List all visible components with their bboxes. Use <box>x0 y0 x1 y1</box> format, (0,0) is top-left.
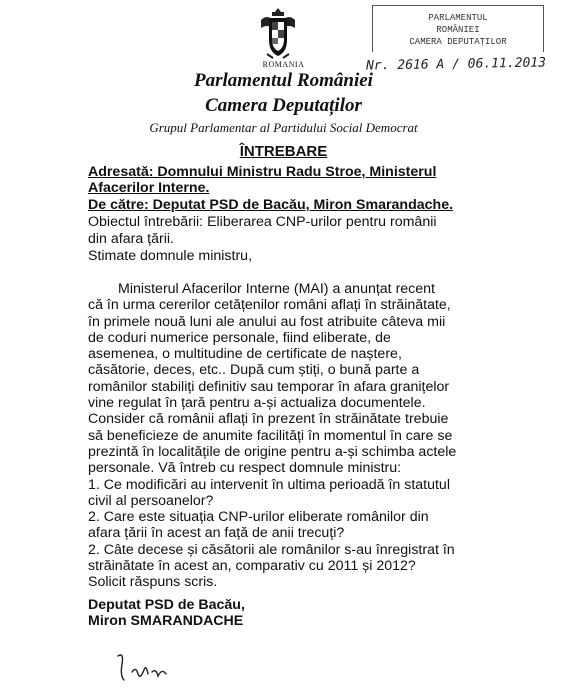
coat-of-arms-icon <box>255 6 301 60</box>
letterhead-chamber: Camera Deputaților <box>205 95 362 116</box>
from-line: De către: Deputat PSD de Bacău, Miron Smarandache. <box>88 197 454 213</box>
body-line: în primele nouă luni ale anului au fost atribuite câteva mii <box>88 313 446 330</box>
addressed-line-2: Afacerilor Interne. <box>88 180 210 196</box>
registration-stamp <box>372 5 544 52</box>
signature-title: Deputat PSD de Bacău, <box>88 597 245 613</box>
body-line: asemenea, o multitudine de certificate de naștere, <box>88 346 402 363</box>
body-paragraph <box>88 281 528 591</box>
question-line: civil al persoanelor? <box>88 492 214 509</box>
addressed-line-1: Adresată: Domnului Ministru Radu Stroe, Ministerul <box>88 164 437 180</box>
body-line: personale. Vă întreb cu respect domnule ministru: <box>88 460 402 477</box>
body-line: românilor stabiliți definitiv sau temporar în afara granițelor <box>88 378 450 395</box>
handwritten-signature-icon <box>110 650 200 686</box>
question-line: 2. Care este situația CNP-urilor eliberate românilor din <box>88 509 429 526</box>
body-line: căsătorie, deces, etc.. După cum știți, o bună parte a <box>88 362 420 379</box>
letterhead-country: ROMANIA <box>262 60 305 69</box>
body-line: vine regulat în țară pentru a-și actualiza documentele. <box>88 395 426 412</box>
body-line: că în urma cererilor cetățenilor români aflați în străinătate, <box>88 297 451 314</box>
letterhead-group: Grupul Parlamentar al Partidului Social Democrat <box>149 120 418 135</box>
closing-line: Solicit răspuns scris. <box>88 574 218 591</box>
body-line: prezintă în localitățile de origine pentru a-și schimba actele <box>88 443 457 460</box>
signature-name: Miron SMARANDACHE <box>88 613 244 629</box>
letterhead-parliament: Parlamentul României <box>194 70 373 91</box>
stamp-line-1: PARLAMENTUL <box>428 13 488 23</box>
question-line: 1. Ce modificări au intervenit în ultima perioadă în statutul <box>88 476 450 493</box>
question-line: 2. Câte decese și căsătorii ale românilor s-au înregistrat în <box>88 541 455 558</box>
body-line: Consider că românii aflați în prezent în străinătate trebuie <box>88 411 449 428</box>
body-line: de coduri numerice personale, fiind eliberate, de <box>88 329 391 346</box>
question-line: străinătate în acest an, comparativ cu 2011 și 2012? <box>88 558 416 575</box>
subject-line-2: din afara țării. <box>88 231 174 247</box>
body-line: să beneficieze de anumite facilități în momentul în care se <box>88 427 453 444</box>
stamp-line-2: ROMÂNIEI <box>436 25 480 35</box>
registration-number: Nr. 2616 A / 06.11.2013 <box>365 55 547 74</box>
question-line: afara țării în acest an față de anii trecuți? <box>88 525 345 542</box>
body-line: Ministerul Afacerilor Interne (MAI) a anunțat recent <box>118 281 435 297</box>
greeting: Stimate domnule ministru, <box>88 248 253 264</box>
subject-line-1: Obiectul întrebării: Eliberarea CNP-urilor pentru românii <box>88 214 437 230</box>
stamp-line-3: CAMERA DEPUTAȚILOR <box>409 37 507 47</box>
document-title: ÎNTREBARE <box>239 143 328 160</box>
